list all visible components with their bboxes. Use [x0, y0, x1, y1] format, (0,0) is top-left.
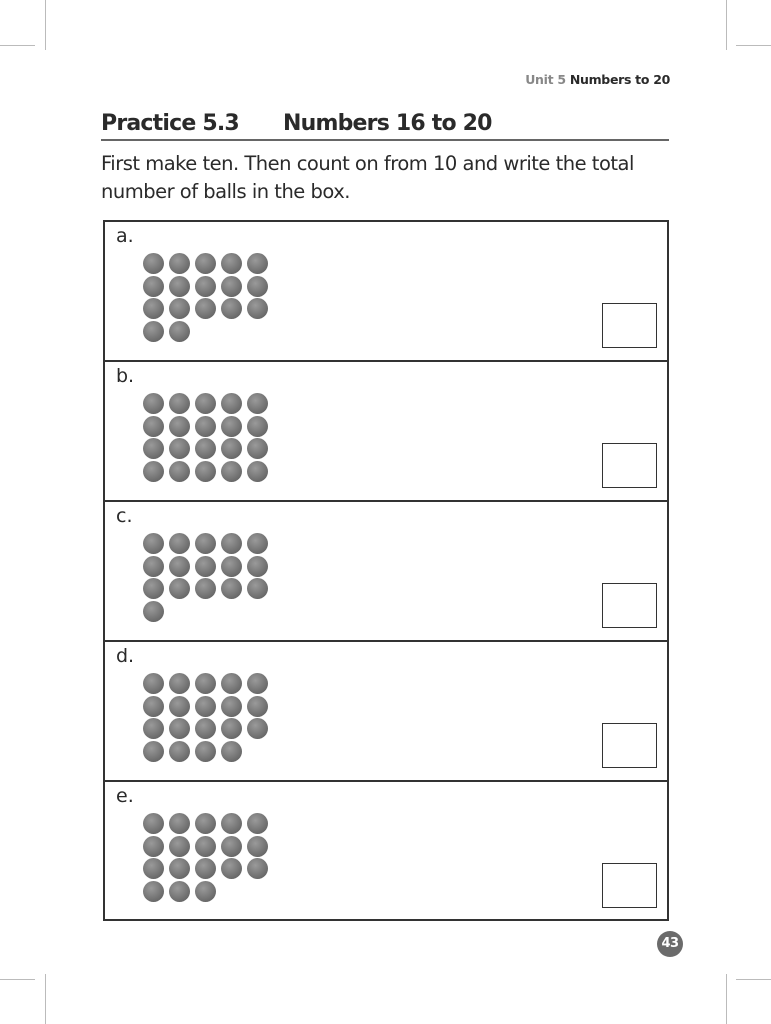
ball-icon: [195, 741, 216, 762]
ball-icon: [195, 813, 216, 834]
ball-icon: [247, 556, 268, 577]
page-number: 43: [657, 931, 683, 957]
crop-mark: [736, 45, 771, 46]
exercise-row: [105, 642, 667, 782]
ball-icon: [221, 298, 242, 319]
ball-icon: [247, 298, 268, 319]
crop-mark: [45, 0, 46, 50]
exercise-label: c.: [116, 505, 133, 527]
ball-icon: [195, 253, 216, 274]
ball-icon: [169, 276, 190, 297]
ball-icon: [169, 393, 190, 414]
crop-mark: [726, 0, 727, 50]
ball-icon: [143, 461, 164, 482]
ball-icon: [247, 461, 268, 482]
ball-icon: [221, 533, 242, 554]
ball-icon: [247, 416, 268, 437]
exercise-label: b.: [116, 365, 135, 387]
ball-icon: [169, 813, 190, 834]
exercise-label: e.: [116, 785, 134, 807]
crop-mark: [736, 979, 771, 980]
crop-mark: [45, 974, 46, 1024]
ball-icon: [169, 741, 190, 762]
ball-icon: [143, 673, 164, 694]
ball-icon: [247, 858, 268, 879]
exercise-row: [105, 502, 667, 642]
ball-icon: [195, 416, 216, 437]
ball-icon: [143, 393, 164, 414]
ball-icon: [247, 276, 268, 297]
ball-icon: [195, 393, 216, 414]
ball-icon: [143, 253, 164, 274]
ball-icon: [195, 696, 216, 717]
ball-icon: [221, 718, 242, 739]
exercise-box: [103, 220, 669, 921]
ball-icon: [195, 533, 216, 554]
ball-icon: [169, 253, 190, 274]
exercise-row: [105, 362, 667, 502]
ball-icon: [195, 718, 216, 739]
ball-icon: [195, 438, 216, 459]
ball-icon: [169, 858, 190, 879]
ball-icon: [195, 556, 216, 577]
ball-icon: [143, 718, 164, 739]
ball-icon: [195, 836, 216, 857]
ball-icon: [143, 416, 164, 437]
ball-icon: [221, 416, 242, 437]
ball-icon: [143, 741, 164, 762]
exercise-label: a.: [116, 225, 134, 247]
ball-icon: [221, 556, 242, 577]
ball-icon: [169, 578, 190, 599]
ball-icon: [143, 813, 164, 834]
ball-icon: [169, 438, 190, 459]
ball-icon: [247, 696, 268, 717]
instructions: First make ten. Then count on from 10 and write the total number of balls in the box.: [101, 152, 634, 203]
ball-icon: [143, 836, 164, 857]
ball-icon: [247, 673, 268, 694]
ball-icon: [247, 836, 268, 857]
ball-icon: [169, 533, 190, 554]
ball-icon: [143, 438, 164, 459]
crop-mark: [0, 979, 35, 980]
ball-icon: [195, 276, 216, 297]
answer-box[interactable]: [602, 723, 657, 768]
ball-icon: [169, 461, 190, 482]
ball-icon: [221, 438, 242, 459]
ball-icon: [247, 253, 268, 274]
ball-icon: [221, 276, 242, 297]
ball-icon: [169, 673, 190, 694]
ball-icon: [143, 696, 164, 717]
ball-icon: [221, 673, 242, 694]
ball-icon: [195, 881, 216, 902]
practice-topic: Numbers 16 to 20: [283, 111, 492, 136]
exercise-row: [105, 222, 667, 362]
ball-icon: [247, 578, 268, 599]
ball-icon: [143, 533, 164, 554]
ball-icon: [169, 836, 190, 857]
ball-icon: [169, 321, 190, 342]
ball-icon: [195, 298, 216, 319]
crop-mark: [726, 974, 727, 1024]
ball-icon: [221, 253, 242, 274]
ball-icon: [221, 578, 242, 599]
ball-icon: [221, 741, 242, 762]
ball-icon: [221, 858, 242, 879]
ball-icon: [195, 578, 216, 599]
ball-icon: [169, 556, 190, 577]
ball-icon: [221, 461, 242, 482]
ball-icon: [247, 533, 268, 554]
ball-icon: [221, 813, 242, 834]
exercise-row: [105, 782, 667, 920]
ball-icon: [195, 858, 216, 879]
answer-box[interactable]: [602, 303, 657, 348]
unit-label: Unit 5: [525, 72, 566, 87]
page-title: [101, 111, 669, 141]
ball-icon: [169, 298, 190, 319]
ball-icon: [221, 836, 242, 857]
ball-icon: [143, 601, 164, 622]
ball-icon: [143, 298, 164, 319]
answer-box[interactable]: [602, 443, 657, 488]
ball-icon: [143, 881, 164, 902]
ball-icon: [169, 881, 190, 902]
ball-icon: [247, 438, 268, 459]
unit-title: Numbers to 20: [569, 72, 670, 87]
ball-icon: [195, 673, 216, 694]
ball-icon: [169, 416, 190, 437]
exercise-label: d.: [116, 645, 135, 667]
ball-icon: [195, 461, 216, 482]
ball-icon: [143, 556, 164, 577]
ball-icon: [247, 393, 268, 414]
ball-icon: [221, 393, 242, 414]
ball-icon: [169, 718, 190, 739]
ball-icon: [169, 696, 190, 717]
ball-icon: [143, 578, 164, 599]
ball-icon: [143, 321, 164, 342]
ball-icon: [247, 813, 268, 834]
ball-icon: [143, 858, 164, 879]
ball-icon: [221, 696, 242, 717]
crop-mark: [0, 45, 35, 46]
ball-icon: [143, 276, 164, 297]
ball-icon: [247, 718, 268, 739]
answer-box[interactable]: [602, 583, 657, 628]
practice-number: Practice 5.3: [101, 111, 239, 136]
unit-header: [525, 72, 670, 87]
answer-box[interactable]: [602, 863, 657, 908]
